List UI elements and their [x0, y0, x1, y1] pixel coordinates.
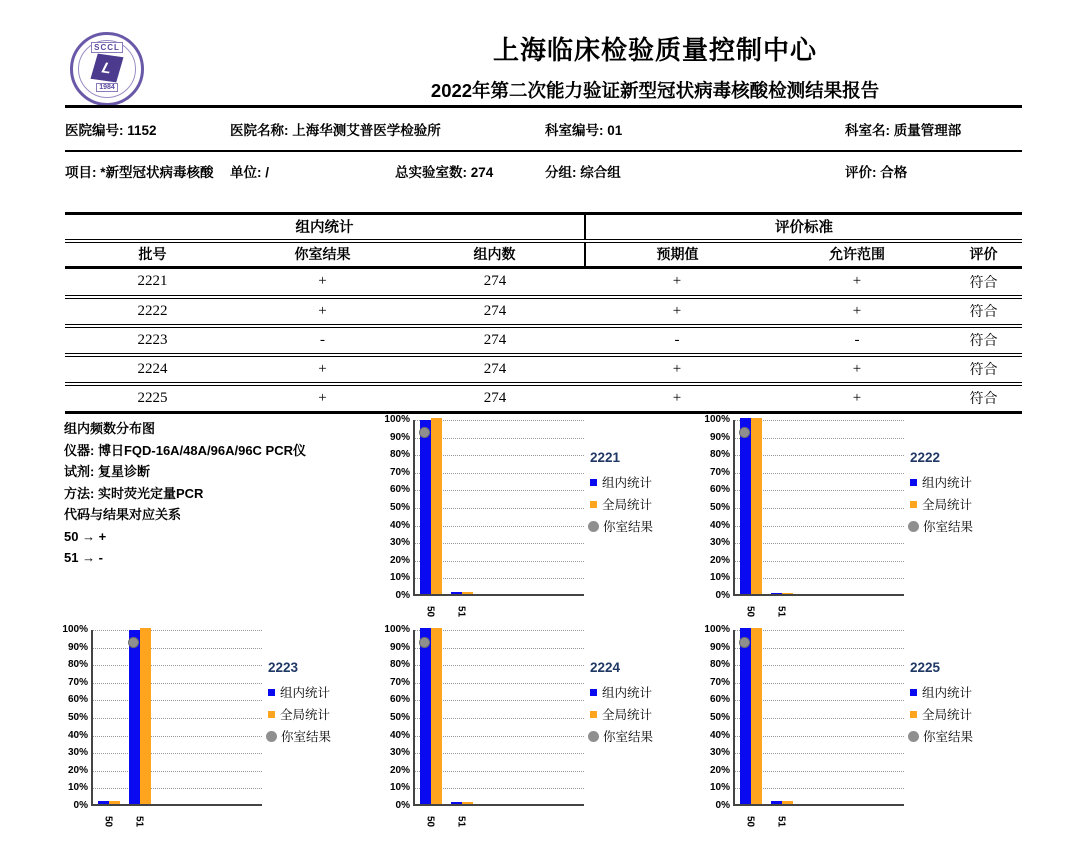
- gridline: [93, 683, 262, 684]
- y-axis-tick-label: 60%: [709, 484, 730, 496]
- y-axis-tick-label: 60%: [67, 694, 88, 706]
- table-row: [65, 268, 1022, 297]
- divider-line: [65, 105, 1022, 108]
- y-axis-tick-label: 0%: [395, 800, 410, 811]
- y-axis-tick-label: 40%: [709, 519, 730, 531]
- cell-batch: 2223: [65, 326, 240, 355]
- group-value: 综合组: [580, 165, 621, 180]
- y-axis-tick-label: 0%: [715, 800, 730, 811]
- chart-legend: [268, 660, 331, 747]
- cell-your-result: +: [318, 389, 327, 406]
- y-axis-tick-label: 20%: [389, 554, 410, 566]
- y-axis-tick-label: 10%: [67, 782, 88, 794]
- seal-emblem-icon: L: [91, 54, 124, 83]
- notes-line: 50 → +: [64, 528, 107, 544]
- info-row-2: [65, 161, 1022, 209]
- chart-2223: [60, 622, 380, 828]
- x-axis-tick-label: 51: [455, 815, 466, 828]
- x-axis-tick-label: 50: [744, 815, 755, 828]
- x-axis-tick-label: 50: [424, 815, 435, 828]
- unit-label: 单位:: [230, 165, 262, 180]
- cell-allowed: +: [769, 297, 945, 326]
- unit-value: /: [265, 165, 270, 180]
- y-axis-tick-label: 90%: [709, 431, 730, 443]
- unit-field: [230, 161, 269, 181]
- cell-expected: +: [585, 297, 769, 326]
- col-header-evaluation: 评价: [945, 241, 1022, 268]
- y-axis-tick-label: 20%: [389, 764, 410, 776]
- y-axis-tick-label: 40%: [709, 729, 730, 741]
- gridline: [93, 753, 262, 754]
- y-axis-tick-label: 20%: [67, 764, 88, 776]
- cell-your-result: +: [240, 268, 405, 297]
- chart-2221: [382, 412, 702, 618]
- header-titles: [290, 30, 1020, 103]
- y-axis-tick-label: 10%: [389, 572, 410, 584]
- legend-title: 2221: [590, 450, 621, 465]
- group-field: [545, 161, 621, 181]
- x-axis-tick-label: 51: [455, 605, 466, 618]
- legend-label: 全局统计: [602, 708, 653, 722]
- cell-batch: 2221: [65, 268, 240, 297]
- group-stat-swatch-icon: [590, 479, 597, 486]
- legend-label: 你室结果: [281, 730, 332, 744]
- dept-no-value: 01: [607, 123, 623, 138]
- table-row: [65, 297, 1022, 326]
- legend-label: 组内统计: [922, 476, 973, 490]
- plot-area: [413, 420, 584, 596]
- project-value: *新型冠状病毒核酸: [100, 165, 214, 180]
- cell-evaluation: 符合: [969, 390, 998, 407]
- y-axis-tick-label: 100%: [62, 624, 88, 635]
- bar-global-stat-50: [751, 628, 762, 804]
- legend-item-global-stat: [590, 493, 653, 515]
- group-stat-swatch-icon: [910, 479, 917, 486]
- legend-label: 全局统计: [922, 498, 973, 512]
- y-axis-tick-label: 0%: [715, 590, 730, 601]
- chart-legend: [910, 660, 973, 747]
- y-axis-tick-label: 60%: [709, 694, 730, 706]
- y-axis-tick-label: 0%: [73, 800, 88, 811]
- gridline: [93, 771, 262, 772]
- bar-group-stat-51: [771, 593, 782, 594]
- legend-item-global-stat: [268, 703, 331, 725]
- plot-area: [733, 420, 904, 596]
- y-axis-tick-label: 70%: [709, 676, 730, 688]
- bar-group-stat-50: [98, 801, 109, 804]
- cell-expected: +: [585, 355, 769, 384]
- x-axis-tick-label: 51: [775, 815, 786, 828]
- gridline: [93, 700, 262, 701]
- legend-item-your-result: [590, 725, 653, 747]
- y-axis-tick-label: 80%: [389, 659, 410, 671]
- your-result-marker: [419, 637, 430, 648]
- legend-title: 2223: [268, 660, 299, 675]
- y-axis-tick-label: 80%: [709, 449, 730, 461]
- legend-title: 2224: [590, 660, 621, 675]
- bar-global-stat-51: [462, 592, 473, 594]
- col-header-your-result: 你室结果: [240, 241, 405, 268]
- evaluation-field: [845, 161, 907, 181]
- your-result-marker-icon: [588, 521, 599, 532]
- cell-evaluation: 符合: [945, 355, 1022, 384]
- y-axis-tick-label: 70%: [67, 676, 88, 688]
- legend-item-your-result: [910, 725, 973, 747]
- x-axis-tick-label: 51: [775, 605, 786, 618]
- cell-batch: 2225: [137, 389, 168, 406]
- bar-global-stat-50: [109, 801, 120, 804]
- col-header-allowed-range: 允许范围: [769, 241, 945, 268]
- legend-label: 你室结果: [603, 520, 654, 534]
- your-result-marker: [739, 427, 750, 438]
- bar-global-stat-50: [431, 418, 442, 594]
- cell-allowed: +: [852, 389, 862, 406]
- group-stat-swatch-icon: [268, 689, 275, 696]
- group-label: 分组:: [545, 165, 577, 180]
- y-axis-tick-label: 100%: [704, 624, 730, 635]
- table-group-header-row: [65, 214, 1022, 241]
- cell-evaluation: 符合: [945, 297, 1022, 326]
- your-result-marker: [128, 637, 139, 648]
- bar-group-stat-50: [740, 628, 751, 804]
- legend-title: 2225: [910, 660, 941, 675]
- notes-line: 试剂: 复星诊断: [64, 464, 150, 479]
- y-axis-tick-label: 50%: [709, 712, 730, 723]
- bar-group-stat-51: [451, 592, 462, 594]
- legend-item-group-stat: [910, 681, 973, 703]
- table-row: [65, 384, 1022, 413]
- y-axis-tick-label: 90%: [389, 641, 410, 653]
- chart-legend: [590, 450, 653, 537]
- legend-label: 全局统计: [280, 708, 331, 722]
- seal-abbr-text: SCCL: [91, 42, 123, 53]
- chart-2225: [702, 622, 1022, 828]
- plot-area: [733, 630, 904, 806]
- global-stat-swatch-icon: [590, 501, 597, 508]
- your-result-marker-icon: [908, 521, 919, 532]
- legend-label: 你室结果: [603, 730, 654, 744]
- col-header-group-count: 组内数: [405, 241, 585, 268]
- legend-label: 全局统计: [922, 708, 973, 722]
- y-axis-tick-label: 50%: [389, 502, 410, 513]
- bar-group-stat-51: [771, 801, 782, 804]
- legend-item-group-stat: [590, 471, 653, 493]
- legend-label: 组内统计: [280, 686, 331, 700]
- group-header-in-group-stats: 组内统计: [65, 214, 585, 241]
- plot-area: [91, 630, 262, 806]
- y-axis-tick-label: 0%: [395, 590, 410, 601]
- bar-group-stat-50: [420, 628, 431, 804]
- y-axis-tick-label: 50%: [389, 712, 410, 723]
- report-subtitle: 2022年第二次能力验证新型冠状病毒核酸检测结果报告: [430, 80, 880, 101]
- group-header-eval-criteria: 评价标准: [585, 214, 1022, 241]
- project-field: [65, 161, 223, 181]
- dept-no-label: 科室编号:: [545, 123, 604, 138]
- bar-global-stat-51: [782, 801, 793, 804]
- cell-evaluation: 符合: [945, 326, 1022, 355]
- cell-batch: 2224: [65, 355, 240, 384]
- cell-expected: +: [672, 389, 682, 406]
- legend-title: 2222: [910, 450, 941, 465]
- gridline: [93, 788, 262, 789]
- legend-item-group-stat: [590, 681, 653, 703]
- notes-line: 方法: 实时荧光定量PCR: [64, 485, 204, 501]
- hospital-no-value: 1152: [127, 123, 157, 138]
- chart-legend: [910, 450, 973, 537]
- cell-group-count: 274: [405, 355, 585, 384]
- cell-expected: -: [585, 326, 769, 355]
- bar-global-stat-51: [462, 802, 473, 804]
- col-header-expected: 预期值: [585, 241, 769, 268]
- cell-your-result: +: [240, 297, 405, 326]
- y-axis-tick-label: 20%: [709, 554, 730, 566]
- y-axis-tick-label: 100%: [384, 414, 410, 425]
- y-axis-tick-label: 100%: [704, 414, 730, 425]
- evaluation-value: 合格: [880, 165, 908, 180]
- dept-name-field: [845, 119, 961, 139]
- y-axis-tick-label: 10%: [389, 782, 410, 794]
- hospital-name-field: [230, 119, 441, 139]
- cell-allowed: +: [769, 355, 945, 384]
- seal-year-text: 1984: [96, 83, 118, 92]
- gridline: [93, 665, 262, 666]
- cell-your-result: +: [240, 355, 405, 384]
- y-axis-tick-label: 10%: [709, 572, 730, 584]
- divider-line: [65, 150, 1022, 152]
- bar-global-stat-51: [140, 628, 151, 804]
- y-axis-tick-label: 30%: [389, 747, 410, 759]
- gridline: [93, 648, 262, 649]
- x-axis-tick-label: 50: [102, 815, 113, 828]
- total-labs-value: 274: [470, 165, 494, 180]
- notes-line: 51 → -: [64, 550, 104, 565]
- legend-label: 你室结果: [923, 730, 974, 744]
- y-axis-tick-label: 40%: [389, 729, 410, 741]
- y-axis-tick-label: 30%: [67, 747, 88, 759]
- y-axis-tick-label: 80%: [67, 659, 88, 671]
- page-title: 上海临床检验质量控制中心: [492, 35, 817, 65]
- total-labs-field: [395, 161, 493, 181]
- hospital-name-value: 上海华测艾普医学检验所: [292, 123, 441, 138]
- your-result-marker-icon: [588, 731, 599, 742]
- cell-allowed: -: [769, 326, 945, 355]
- legend-label: 组内统计: [602, 686, 653, 700]
- legend-item-group-stat: [910, 471, 973, 493]
- gridline: [93, 736, 262, 737]
- your-result-marker-icon: [266, 731, 277, 742]
- global-stat-swatch-icon: [910, 501, 917, 508]
- hospital-no-label: 医院编号:: [65, 123, 124, 138]
- bar-global-stat-50: [751, 418, 762, 594]
- y-axis-tick-label: 70%: [709, 466, 730, 478]
- legend-item-global-stat: [590, 703, 653, 725]
- cell-allowed: +: [769, 268, 945, 297]
- legend-item-group-stat: [268, 681, 331, 703]
- y-axis-tick-label: 30%: [709, 747, 730, 759]
- global-stat-swatch-icon: [268, 711, 275, 718]
- y-axis-tick-label: 10%: [709, 782, 730, 794]
- total-labs-label: 总实验室数:: [395, 165, 467, 180]
- chart-2222: [702, 412, 1022, 618]
- y-axis-tick-label: 70%: [389, 676, 410, 688]
- your-result-marker: [419, 427, 430, 438]
- chart-2224: [382, 622, 702, 828]
- y-axis-tick-label: 90%: [389, 431, 410, 443]
- y-axis-tick-label: 90%: [67, 641, 88, 653]
- y-axis-tick-label: 80%: [709, 659, 730, 671]
- table-row: [65, 355, 1022, 384]
- your-result-marker-icon: [908, 731, 919, 742]
- cell-expected: +: [585, 268, 769, 297]
- cell-group-count: 274: [405, 326, 585, 355]
- cell-group-count: 274: [405, 268, 585, 297]
- bar-group-stat-50: [740, 418, 751, 594]
- global-stat-swatch-icon: [590, 711, 597, 718]
- legend-item-your-result: [590, 515, 653, 537]
- y-axis-tick-label: 60%: [389, 484, 410, 496]
- x-axis-tick-label: 51: [133, 815, 144, 828]
- table-column-header-row: [65, 241, 1022, 268]
- global-stat-swatch-icon: [910, 711, 917, 718]
- dept-name-value: 质量管理部: [893, 123, 962, 138]
- org-seal-logo: [70, 32, 144, 106]
- cell-batch: 2222: [65, 297, 240, 326]
- bar-global-stat-50: [431, 628, 442, 804]
- y-axis-tick-label: 70%: [389, 466, 410, 478]
- evaluation-label: 评价:: [845, 165, 877, 180]
- notes-line: 代码与结果对应关系: [64, 507, 182, 522]
- project-label: 项目:: [65, 165, 97, 180]
- legend-item-global-stat: [910, 703, 973, 725]
- y-axis-tick-label: 30%: [709, 537, 730, 549]
- y-axis-tick-label: 100%: [384, 624, 410, 635]
- x-axis-tick-label: 50: [744, 605, 755, 618]
- info-row-1: [65, 119, 1022, 149]
- table-row: [65, 326, 1022, 355]
- legend-label: 组内统计: [602, 476, 653, 490]
- cell-group-count: 274: [483, 389, 507, 406]
- y-axis-tick-label: 50%: [709, 502, 730, 513]
- bar-group-stat-51: [451, 802, 462, 804]
- dept-name-label: 科室名:: [845, 123, 890, 138]
- group-stat-swatch-icon: [590, 689, 597, 696]
- y-axis-tick-label: 50%: [67, 712, 88, 723]
- plot-area: [413, 630, 584, 806]
- gridline: [93, 718, 262, 719]
- chart-legend: [590, 660, 653, 747]
- bar-group-stat-50: [420, 420, 431, 594]
- legend-label: 你室结果: [923, 520, 974, 534]
- legend-label: 组内统计: [922, 686, 973, 700]
- hospital-name-label: 医院名称:: [230, 123, 289, 138]
- notes-line: 组内频数分布图: [64, 421, 156, 436]
- method-notes-block: [64, 418, 376, 569]
- legend-item-your-result: [268, 725, 331, 747]
- bar-global-stat-51: [782, 593, 793, 594]
- legend-item-your-result: [910, 515, 973, 537]
- group-stat-swatch-icon: [910, 689, 917, 696]
- y-axis-tick-label: 90%: [709, 641, 730, 653]
- x-axis-tick-label: 50: [424, 605, 435, 618]
- hospital-no-field: [65, 119, 157, 139]
- notes-line: 仪器: 博日FQD-16A/48A/96A/96C PCR仪: [64, 442, 306, 458]
- cell-your-result: -: [240, 326, 405, 355]
- legend-label: 全局统计: [602, 498, 653, 512]
- dept-no-field: [545, 119, 622, 139]
- results-table: [65, 212, 1022, 414]
- cell-evaluation: 符合: [945, 268, 1022, 297]
- y-axis-tick-label: 40%: [389, 519, 410, 531]
- y-axis-tick-label: 80%: [389, 449, 410, 461]
- legend-item-global-stat: [910, 493, 973, 515]
- cell-group-count: 274: [405, 297, 585, 326]
- bar-group-stat-51: [129, 630, 140, 804]
- your-result-marker: [739, 637, 750, 648]
- y-axis-tick-label: 20%: [709, 764, 730, 776]
- y-axis-tick-label: 30%: [389, 537, 410, 549]
- y-axis-tick-label: 40%: [67, 729, 88, 741]
- gridline: [93, 630, 262, 631]
- y-axis-tick-label: 60%: [389, 694, 410, 706]
- col-header-batch: 批号: [65, 241, 240, 268]
